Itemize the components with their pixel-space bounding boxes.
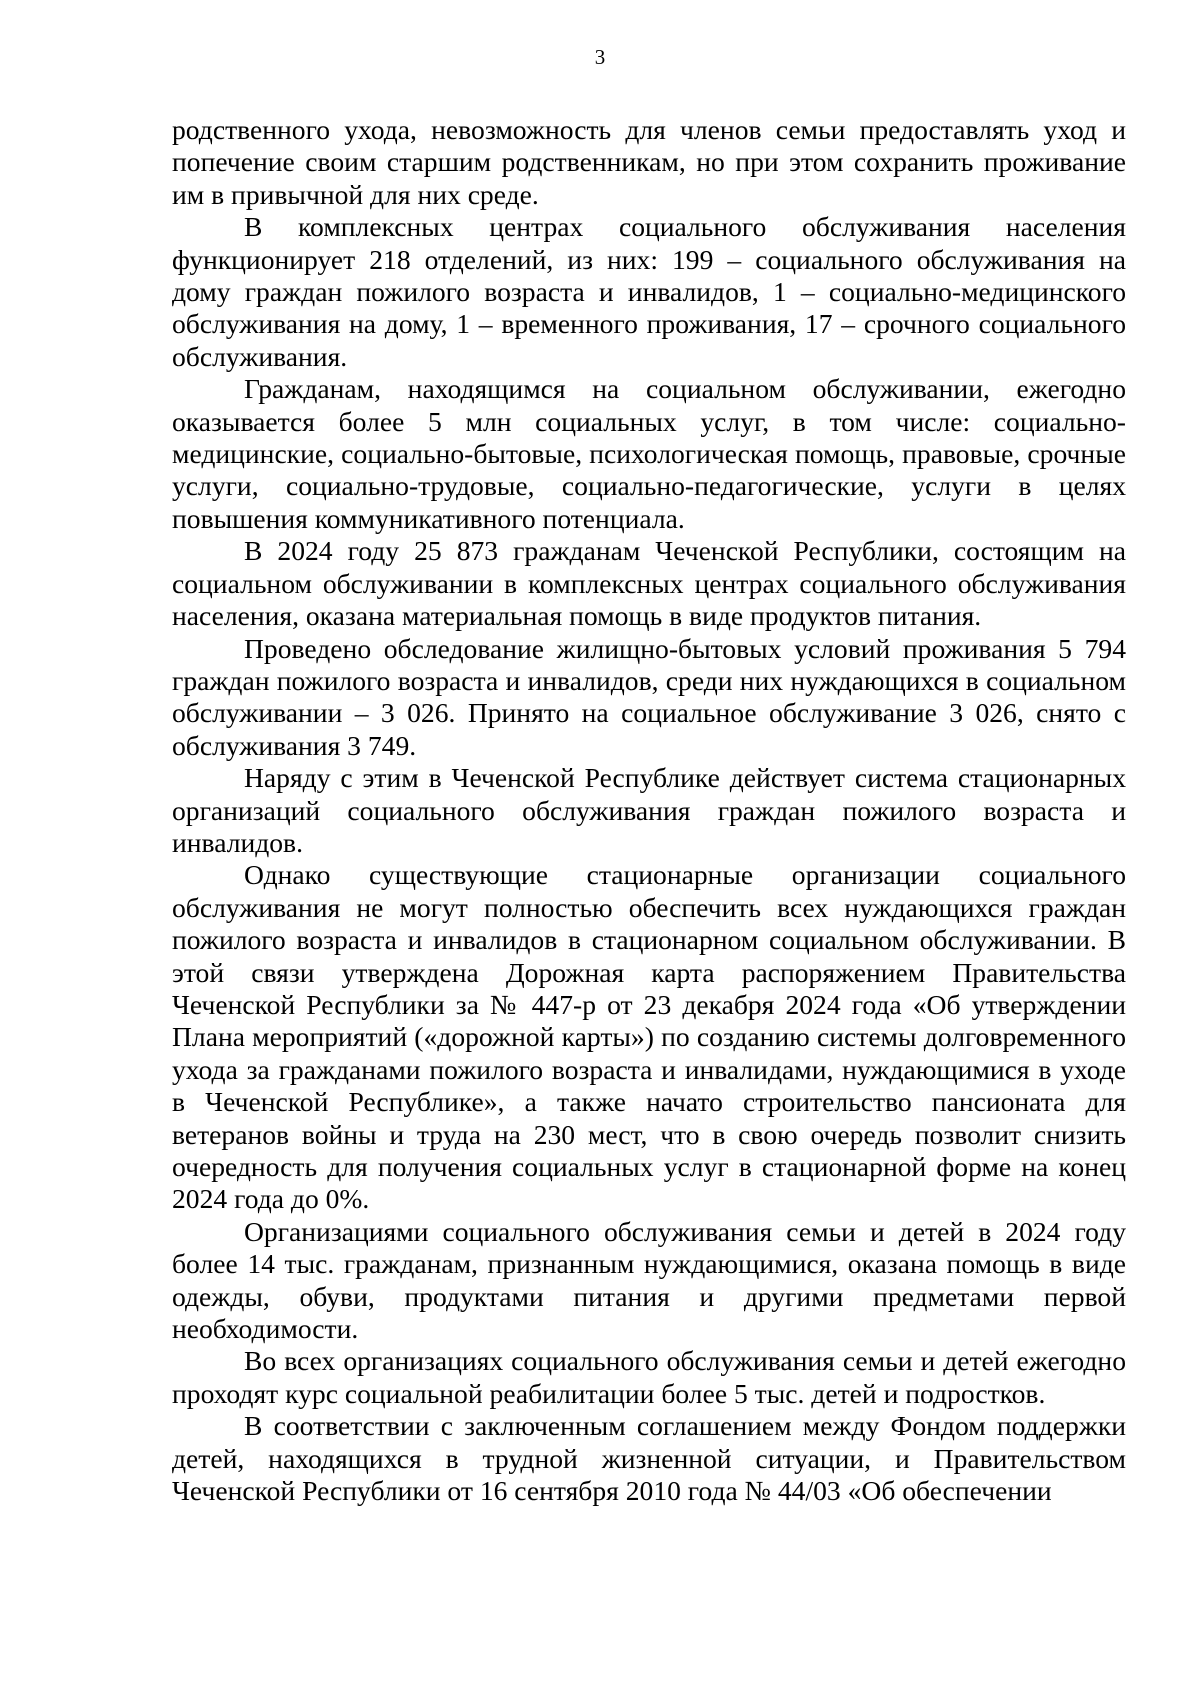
document-body	[172, 114, 1126, 1507]
paragraph: Гражданам, находящимся на социальном обслуживании, ежегодно оказывается более 5 млн социальных услуг, в том числе: социально-медицинские, социально-бытовые, психологическая помощь, правовые, срочные услуги, социально-трудовые, социально-педагогические, услуги в целях повышения коммуникативного потенциала.	[172, 373, 1126, 534]
paragraph: В комплексных центрах социального обслуживания населения функционирует 218 отделений, из них: 199 – социального обслуживания на дому граждан пожилого возраста и инвалидов, 1 – социально-медицинского обслуживания на дому, 1 – временного проживания, 17 – срочного социального обслуживания.	[172, 211, 1126, 372]
paragraph: Однако существующие стационарные организации социального обслуживания не могут полностью обеспечить всех нуждающихся граждан пожилого возраста и инвалидов в стационарном социальном обслуживании. В этой связи утверждена Дорожная карта распоряжением Правительства Чеченской Республики за № 447-р от 23 декабря 2024 года «Об утверждении Плана мероприятий («дорожной карты») по созданию системы долговременного ухода за гражданами пожилого возраста и инвалидами, нуждающимися в уходе в Чеченской Республике», а также начато строительство пансионата для ветеранов войны и труда на 230 мест, что в свою очередь позволит снизить очередность для получения социальных услуг в стационарной форме на конец 2024 года до 0%.	[172, 859, 1126, 1215]
paragraph: В соответствии с заключенным соглашением между Фондом поддержки детей, находящихся в трудной жизненной ситуации, и Правительством Чеченской Республики от 16 сентября 2010 года № 44/03 «Об обеспечении	[172, 1410, 1126, 1507]
paragraph: Организациями социального обслуживания семьи и детей в 2024 году более 14 тыс. гражданам, признанным нуждающимися, оказана помощь в виде одежды, обуви, продуктами питания и другими предметами первой необходимости.	[172, 1215, 1126, 1345]
paragraph: Проведено обследование жилищно-бытовых условий проживания 5 794 граждан пожилого возраста и инвалидов, среди них нуждающихся в социальном обслуживании – 3 026. Принято на социальное обслуживание 3 026, снято с обслуживания 3 749.	[172, 632, 1126, 761]
paragraph: Наряду с этим в Чеченской Республике действует система стационарных организаций социального обслуживания граждан пожилого возраста и инвалидов.	[172, 762, 1126, 858]
paragraph: родственного ухода, невозможность для членов семьи предоставлять уход и попечение своим старшим родственникам, но при этом сохранить проживание им в привычной для них среде.	[172, 114, 1126, 210]
page-number: 3	[594, 45, 606, 69]
paragraph: Во всех организациях социального обслуживания семьи и детей ежегодно проходят курс социальной реабилитации более 5 тыс. детей и подростков.	[172, 1345, 1126, 1409]
paragraph: В 2024 году 25 873 гражданам Чеченской Республики, состоящим на социальном обслуживании в комплексных центрах социального обслуживания населения, оказана материальная помощь в виде продуктов питания.	[172, 535, 1126, 632]
